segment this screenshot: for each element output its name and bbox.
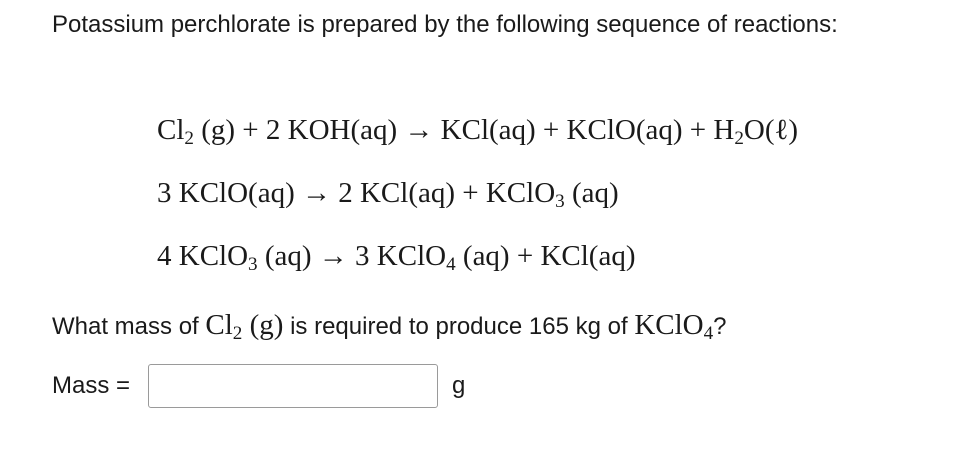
question-middle: is required to produce 165 kg of bbox=[283, 313, 635, 340]
question-reagent-symbol: Cl bbox=[205, 309, 233, 341]
answer-row bbox=[52, 362, 465, 410]
reaction-1-part-b: (g) + 2 KOH(aq) → KCl(aq) + KClO(aq) + H bbox=[193, 114, 735, 146]
question-product-symbol: KClO bbox=[634, 309, 704, 341]
reaction-1-part-a: Cl bbox=[157, 114, 185, 146]
question-text bbox=[52, 304, 727, 348]
question-product bbox=[634, 309, 714, 344]
reaction-2-sub-a: 3 bbox=[555, 190, 565, 212]
reaction-3 bbox=[157, 238, 635, 274]
reaction-3-part-a: 4 KClO bbox=[157, 240, 249, 272]
reaction-2-part-a: 3 KClO(aq) → 2 KCl(aq) + KClO bbox=[157, 177, 556, 209]
reaction-1-part-c: O(ℓ) bbox=[743, 114, 799, 146]
question-prefix: What mass of bbox=[52, 313, 206, 340]
reaction-3-sub-a: 3 bbox=[248, 253, 258, 275]
problem-intro: Potassium perchlorate is prepared by the following sequence of reactions: bbox=[52, 11, 838, 38]
question-reagent-state: (g) bbox=[242, 309, 284, 341]
reaction-1 bbox=[157, 112, 798, 148]
reaction-1-sub-b: 2 bbox=[734, 127, 744, 149]
question-product-sub: 4 bbox=[703, 322, 714, 344]
reaction-2-part-b: (aq) bbox=[564, 177, 619, 209]
mass-unit: g bbox=[452, 372, 466, 399]
question-reagent-sub: 2 bbox=[232, 322, 243, 344]
reaction-2 bbox=[157, 175, 619, 211]
question-suffix: ? bbox=[713, 313, 727, 340]
reaction-3-sub-b: 4 bbox=[446, 253, 456, 275]
question-reagent bbox=[205, 309, 284, 344]
mass-input[interactable] bbox=[148, 364, 438, 408]
reaction-3-part-b: (aq) → 3 KClO bbox=[257, 240, 447, 272]
reaction-1-sub-a: 2 bbox=[184, 127, 194, 149]
reaction-3-part-c: (aq) + KCl(aq) bbox=[455, 240, 636, 272]
mass-label: Mass = bbox=[52, 372, 131, 399]
